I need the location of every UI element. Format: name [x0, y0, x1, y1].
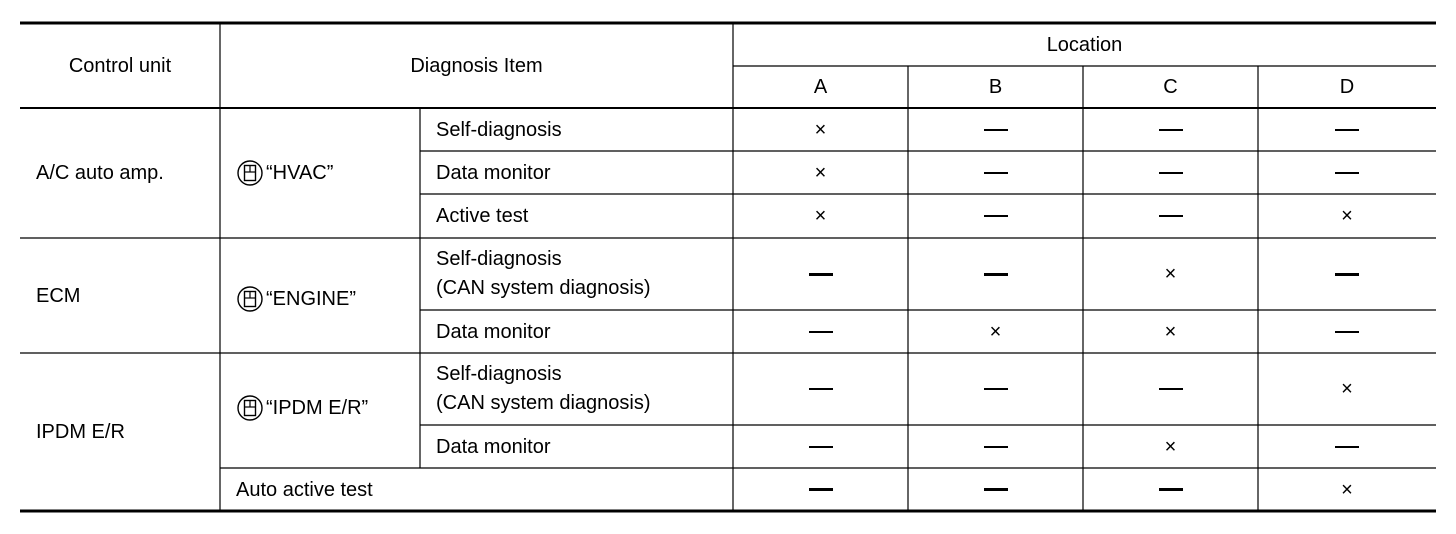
not-applicable-mark: [809, 273, 833, 276]
group-ipdm: [236, 353, 420, 468]
mark-cell-c: [1083, 108, 1258, 151]
group-engine-label: “ENGINE”: [266, 287, 356, 310]
header-location: [733, 23, 1436, 66]
mark-cell-d: [1258, 310, 1436, 353]
not-applicable-mark: [984, 172, 1008, 174]
applicable-mark: ×: [989, 320, 1002, 343]
item-label: Self-diagnosis: [436, 363, 562, 385]
applicable-mark: ×: [814, 118, 827, 141]
not-applicable-mark: [809, 388, 833, 390]
control-unit-ecm: [36, 238, 220, 353]
header-col-b-label: B: [988, 76, 1003, 98]
item-ipdm-data-monitor: [436, 425, 733, 468]
not-applicable-mark: [1159, 215, 1183, 217]
not-applicable-mark: [809, 331, 833, 333]
not-applicable-mark: [984, 446, 1008, 448]
mark-cell-a: [733, 194, 908, 238]
header-location-label: Location: [1046, 33, 1123, 56]
mark-cell-d: [1258, 108, 1436, 151]
control-unit-ac-label: A/C auto amp.: [36, 162, 164, 184]
applicable-mark: ×: [814, 161, 827, 184]
header-diagnosis-item: [220, 23, 733, 108]
mark-cell-a: [733, 108, 908, 151]
not-applicable-mark: [809, 488, 833, 491]
mark-cell-d: [1258, 468, 1436, 511]
header-col-a-label: A: [813, 76, 828, 98]
not-applicable-mark: [1335, 446, 1359, 448]
not-applicable-mark: [984, 273, 1008, 276]
item-ipdm-auto-active-test: [236, 468, 733, 511]
not-applicable-mark: [809, 446, 833, 448]
mark-cell-b: [908, 468, 1083, 511]
control-unit-ipdm: [36, 353, 220, 511]
item-ac-active-test: [436, 194, 733, 238]
mark-cell-c: [1083, 238, 1258, 310]
item-label: Self-diagnosis: [436, 118, 562, 141]
not-applicable-mark: [1335, 172, 1359, 174]
applicable-mark: ×: [1341, 478, 1353, 501]
group-hvac: [236, 108, 420, 238]
group-engine: [236, 238, 420, 353]
control-unit-ac: [36, 108, 220, 238]
applicable-mark: ×: [814, 205, 827, 227]
mark-cell-a: [733, 238, 908, 310]
mark-cell-d: [1258, 151, 1436, 194]
not-applicable-mark: [1159, 129, 1183, 131]
mark-cell-c: [1083, 353, 1258, 425]
item-ipdm-self-diagnosis: [436, 353, 733, 425]
mark-cell-b: [908, 353, 1083, 425]
group-hvac-label: “HVAC”: [266, 162, 334, 184]
header-col-d: [1258, 66, 1436, 108]
applicable-mark: ×: [1341, 205, 1353, 227]
consult-tool-icon: [236, 394, 264, 422]
item-label-sub: (CAN system diagnosis): [436, 392, 651, 414]
mark-cell-c: [1083, 425, 1258, 468]
item-label: Data monitor: [436, 435, 551, 458]
mark-cell-a: [733, 310, 908, 353]
mark-cell-a: [733, 151, 908, 194]
not-applicable-mark: [1335, 331, 1359, 333]
mark-cell-a: [733, 425, 908, 468]
mark-cell-d: [1258, 353, 1436, 425]
control-unit-ipdm-label: IPDM E/R: [36, 421, 125, 443]
item-ac-data-monitor: [436, 151, 733, 194]
mark-cell-b: [908, 194, 1083, 238]
mark-cell-a: [733, 468, 908, 511]
header-diagnosis-item-label: Diagnosis Item: [410, 54, 543, 77]
item-label: Auto active test: [236, 478, 373, 501]
item-label: Self-diagnosis: [436, 248, 562, 270]
not-applicable-mark: [1335, 129, 1359, 131]
header-col-c-label: C: [1163, 76, 1178, 98]
header-control-unit-label: Control unit: [68, 54, 172, 77]
applicable-mark: ×: [1164, 435, 1177, 458]
header-col-b: [908, 66, 1083, 108]
mark-cell-c: [1083, 194, 1258, 238]
applicable-mark: ×: [1164, 263, 1177, 285]
header-control-unit: [20, 23, 220, 108]
applicable-mark: ×: [1341, 378, 1353, 400]
mark-cell-c: [1083, 310, 1258, 353]
not-applicable-mark: [1159, 488, 1183, 491]
mark-cell-b: [908, 108, 1083, 151]
not-applicable-mark: [984, 129, 1008, 131]
item-label: Data monitor: [436, 320, 551, 343]
mark-cell-b: [908, 238, 1083, 310]
mark-cell-d: [1258, 238, 1436, 310]
item-label: Data monitor: [436, 161, 551, 184]
item-label: Active test: [436, 205, 529, 227]
header-col-a: [733, 66, 908, 108]
header-col-d-label: D: [1339, 76, 1355, 98]
mark-cell-a: [733, 353, 908, 425]
not-applicable-mark: [1159, 172, 1183, 174]
applicable-mark: ×: [1164, 320, 1177, 343]
not-applicable-mark: [984, 488, 1008, 491]
mark-cell-c: [1083, 151, 1258, 194]
item-ecm-data-monitor: [436, 310, 733, 353]
control-unit-ecm-label: ECM: [36, 284, 81, 307]
consult-tool-icon: [236, 285, 264, 313]
mark-cell-b: [908, 425, 1083, 468]
mark-cell-c: [1083, 468, 1258, 511]
mark-cell-d: [1258, 194, 1436, 238]
item-ecm-self-diagnosis: [436, 238, 733, 310]
mark-cell-b: [908, 151, 1083, 194]
item-label-sub: (CAN system diagnosis): [436, 277, 651, 299]
not-applicable-mark: [1159, 388, 1183, 390]
not-applicable-mark: [984, 215, 1008, 217]
item-ac-self-diagnosis: [436, 108, 733, 151]
not-applicable-mark: [1335, 273, 1359, 276]
mark-cell-d: [1258, 425, 1436, 468]
not-applicable-mark: [984, 388, 1008, 390]
mark-cell-b: [908, 310, 1083, 353]
consult-tool-icon: [236, 159, 264, 187]
group-ipdm-label: “IPDM E/R”: [266, 396, 369, 419]
header-col-c: [1083, 66, 1258, 108]
